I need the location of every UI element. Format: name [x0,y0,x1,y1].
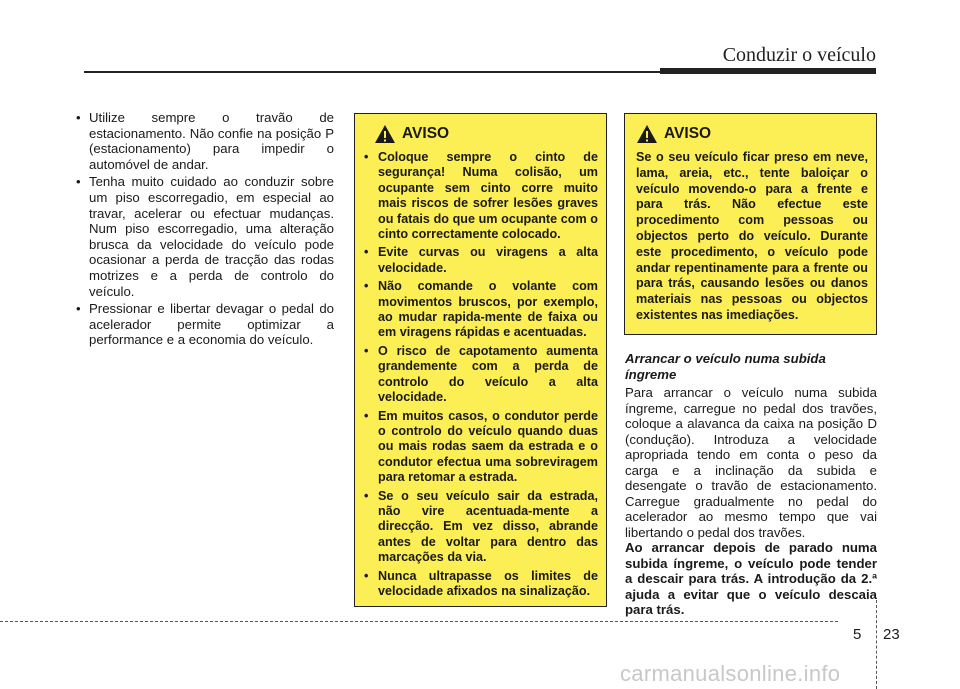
section-heading: Arrancar o veículo numa subida íngreme [625,351,826,382]
page-header-title: Conduzir o veículo [722,44,876,66]
warning-item: • Evite curvas ou viragens a alta velocidade. [364,245,598,276]
warning-item: • Se o seu veículo sair da estrada, não vire acentuada-mente a direcção. Em vez disso, abrande antes de voltar para dentro das marcações da via. [364,489,598,566]
page-number: 23 [883,626,900,643]
chapter-number: 5 [853,626,862,643]
warning-box-driving [354,113,607,607]
header-divider-thin [84,71,660,73]
section-paragraph: Para arrancar o veículo numa subida íngreme, carregue no pedal dos travões, coloque a alavanca da caixa na posição D (condução). Introduza a velocidade apropriada tendo em conta o peso da carga e a inclinação da subida e desengate o travão de estacionamento. Carregue gradualmente no pedal do acelerador ao mesmo tempo que vai libertando o pedal dos travões. [625,385,877,540]
warning-title: AVISO [664,125,712,142]
warning-item: • Nunca ultrapasse os limites de velocidade afixados na sinalização. [364,569,598,600]
warning-triangle-icon [636,124,658,144]
header-divider-thick [660,68,876,74]
tips-list [76,110,334,348]
warning-body: Se o seu veículo ficar preso em neve, lama, areia, etc., tente baloiçar o veículo movendo-o para a frente e para trás. Não efectue este procedimento com pessoas ou objectos perto do veículo. Durante este procedimento, o veículo pode andar repentinamente para a frente ou para trás, causando lesões ou danos materiais nas pessoas ou objectos existentes nas imediações. [636,150,868,322]
warning-box-stuck [624,113,877,335]
tip-item: • Tenha muito cuidado ao conduzir sobre um piso escorregadio, em especial ao travar, acelerar ou efectuar mudanças. Num piso escorregadio, uma alteração brusca da velocidade do veículo pode ocasionar a perda de tracção das rodas motrizes e a perda de controlo do veículo. [76,174,334,299]
watermark: carmanualsonline.info [620,661,841,686]
left-column [76,110,334,350]
warning-header [364,124,598,144]
footer-vertical-divider [876,600,877,689]
warning-item: • Não comande o volante com movimentos bruscos, por exemplo, ao mudar rapida-mente de faixa ou em viragens rápidas e acentuadas. [364,279,598,341]
warning-item: • Coloque sempre o cinto de segurança! Numa colisão, um ocupante sem cinto corre muito mais riscos de sofrer lesões graves ou fatais do que um ocupante com o cinto correctamente colocado. [364,150,598,242]
warning-title: AVISO [402,125,450,142]
footer-divider [0,621,838,622]
warning-list [364,150,598,599]
warning-header [636,124,868,144]
section-bold-paragraph: Ao arrancar depois de parado numa subida íngreme, o veículo pode tender a descair para trás. A introdução da 2.ª ajuda a evitar que o veículo descaia para trás. [625,540,877,618]
warning-triangle-icon [374,124,396,144]
warning-item: • Em muitos casos, o condutor perde o controlo do veículo quando duas ou mais rodas saem da estrada e o condutor efectua uma sobreviragem para retomar a estrada. [364,409,598,486]
right-column [625,351,877,618]
tip-item: • Utilize sempre o travão de estacionamento. Não confie na posição P (estacionamento) para impedir o automóvel de andar. [76,110,334,172]
tip-item: • Pressionar e libertar devagar o pedal do acelerador permite optimizar a performance e a economia do veículo. [76,301,334,348]
warning-item: • O risco de capotamento aumenta grandemente com a perda de controlo do veículo a alta velocidade. [364,344,598,406]
